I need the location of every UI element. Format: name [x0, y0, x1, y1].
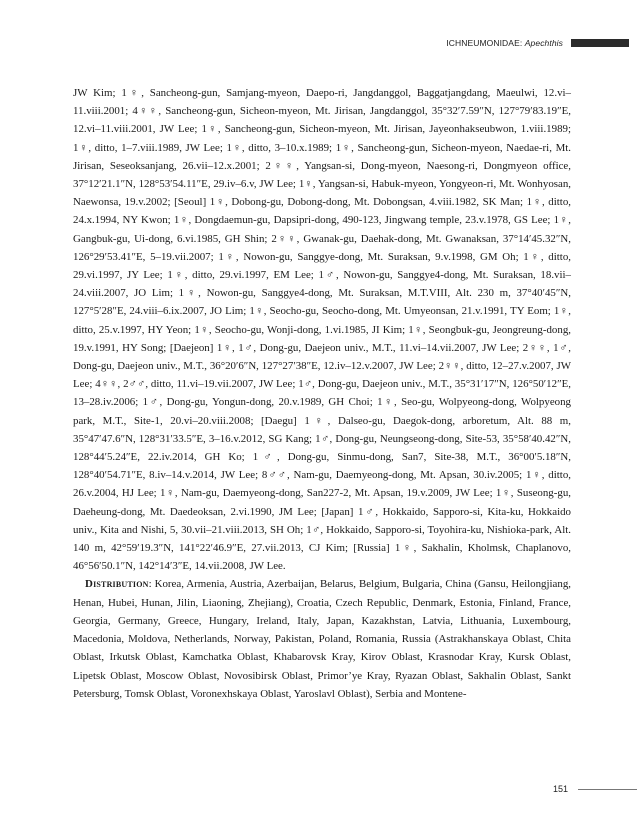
- material-examined-paragraph: JW Kim; 1♀, Sancheong-gun, Samjang-myeon, Daepo-ri, Jangdanggol, Baggatjangdang, Maeulwi, 12.vi–11.viii.2001; 4♀♀, Sancheong-gun, Sicheon-myeon, Mt. Jirisan, Jangdanggol, 35°32′7.59″N, 127°79′83.19″E, 12.vi–11.viii.2001, JW Lee; 1♀, Sancheong-gun, Sicheon-myeon, Mt. Jirisan, Jayeonhakseubwon, 1.viii.1989; 1♀, ditto, 1–7.viii.1989, JW Lee; 1♀, ditto, 3–10.x.1989; 1♀, Sancheong-gun, Sicheon-myeon, Naedae-ri, Mt. Jirisan, Seseoksanjang, 26.vii–12.x.2001; 2♀♀, Yangsan-si, Dong-myeon, Naesong-ri, Dongmyeon office, 37°12′21.1″N, 128°53′54.11″E, 29.iv–6.v, JW Lee; 1♀, Yangsan-si, Habuk-myeon, Yongyeon-ri, Mt. Wonhyosan, Naewonsa, 19.v.2002; [Seoul] 1♀, Dobong-gu, Dobong-dong, Mt. Dobongsan, 4.viii.1982, SK Man; 1♀, ditto, 24.x.1994, NY Kwon; 1♀, Dongdaemun-gu, Dapsipri-dong, 490-123, Jingwang temple, 23.v.1978, GS Lee; 1♀, Gangbuk-gu, Ui-dong, 6.vi.1985, GH Shin; 2♀♀, Gwanak-gu, Daehak-dong, Mt. Gwanaksan, 37°14′45.32″N, 126°29′53.41″E, 5–19.vii.2007; 1♀, Nowon-gu, Sanggye-dong, Mt. Suraksan, 9.v.1998, GM Oh; 1♀, ditto, 29.vi.1997, JY Lee; 1♀, ditto, 29.vi.1997, EM Lee; 1♂, Nowon-gu, Sanggye4-dong, Mt. Suraksan, 18.vii–24.viii.2007, JO Lim; 1♀, Nowon-gu, Sanggye4-dong, Mt. Suraksan, M.T.VIII, Alt. 230 m, 37°40′45″N, 127°5′28″E, 24.viii–6.ix.2007, JO Lim; 1♀, Seocho-gu, Seocho-dong, Mt. Umyeonsan, 21.v.1991, TY Eom; 1♀, ditto, 25.v.1997, HY Yeon; 1♀, Seocho-gu, Wonji-dong, 1.vi.1985, JI Kim; 1♀, Seongbuk-gu, Jeongreung-dong, 19.v.1991, HY Song; [Daejeon] 1♀, 1♂, Dong-gu, Daejeon univ., M.T., 11.vi–14.vii.2007, JW Lee; 2♀♀, 1♂, Dong-gu, Daejeon univ., M.T., 36°20′6″N, 127°27′38″E, 12.iv–12.v.2007, JW Lee; 2♀♀, ditto, 12–27.v.2007, JW Lee; 4♀♀, 2♂♂, ditto, 11.vi–19.vii.2007, JW Lee; 1♂, Dong-gu, Daejeon univ., M.T., 35°31′17″N, 126°50′12″E, 13–28.iv.2006; 1♂, Dong-gu, Yongun-dong, 20.v.1989, GH Choi; 1♀, Seo-gu, Wolpyeong-dong, Wolpyeong park, M.T., Site-1, 20.vi–20.viii.2008; [Daegu] 1♀, Dalseo-gu, Daegok-dong, arboretum, Alt. 88 m, 35°47′47.6″N, 128°31′33.5″E, 3–16.v.2012, SG Kang; 1♂, Dong-gu, Neungseong-dong, Site-53, 35°58′40.42″N, 128°44′5.24″E, 22.iv.2014, GH Ko; 1♂, Dong-gu, Sinmu-dong, San7, Site-38, M.T., 36°00′5.18″N, 128°40′54.71″E, 8.iv–14.v.2014, JW Lee; 8♂♂, Nam-gu, Daemyeong-dong, Mt. Apsan, 30.iv.2005; 1♀, ditto, 26.v.2004, HJ Lee; 1♀, Nam-gu, Daemyeong-dong, San227-2, Mt. Apsan, 19.v.2009, JW Lee; 1♀, Suseong-gu, Daeheung-dong, Mt. Daedeoksan, 2.vi.1990, JM Lee; [Japan] 1♂, Hokkaido, Sapporo-si, Kita-ku, Hokkaido univ., Kita and Nishi, 5, 30.vii–21.viii.2013, SH Oh; 1♂, Hokkaido, Sapporo-si, Toyohira-ku, Nishioka-park, Alt. 140 m, 42°59′19.3″N, 141°22′46.9″E, 27.vii.2013, CJ Kim; [Russia] 1♀, Sakhalin, Kholmsk, Chaplanovo, 46°56′50.1″N, 142°14′3″E, 14.vii.2008, JW Lee.: [73, 87, 571, 573]
- running-head-label: [446, 38, 563, 48]
- footer-rule: [578, 789, 637, 790]
- page-footer: [553, 784, 637, 794]
- page-number: 151: [553, 784, 569, 794]
- page-body: [73, 84, 571, 703]
- running-head-bar: [571, 39, 629, 47]
- running-head-genus: Apechthis: [524, 38, 563, 48]
- distribution-text: : Korea, Armenia, Austria, Azerbaijan, Belarus, Belgium, Bulgaria, China (Gansu, Heilongjiang, Henan, Hubei, Hunan, Jilin, Liaoning, Zhejiang), Croatia, Czech Republic, Denmark, Estonia, Finland, France, Georgia, Germany, Greece, Hungary, Ireland, Italy, Japan, Kazakhstan, Latvia, Lithuania, Luxembourg, Macedonia, Moldova, Netherlands, Norway, Pakistan, Poland, Romania, Russia (Astrakhanskaya Oblast, Chita Oblast, Irkutsk Oblast, Kamchatka Oblast, Khabarovsk Kray, Kirov Oblast, Krasnodar Kray, Kursk Oblast, Lipetsk Oblast, Moscow Oblast, Novosibirsk Oblast, Primor’ye Kray, Ryazan Oblast, Sakhalin Oblast, Sankt Petersburg, Tomsk Oblast, Voronexhskaya Oblast, Yaroslavl Oblast), Serbia and Montene-: [73, 578, 571, 700]
- running-head-family: ICHNEUMONIDAE:: [446, 38, 523, 48]
- distribution-paragraph: [73, 575, 571, 702]
- running-head: [446, 37, 629, 49]
- distribution-heading: Distribution: [85, 578, 149, 591]
